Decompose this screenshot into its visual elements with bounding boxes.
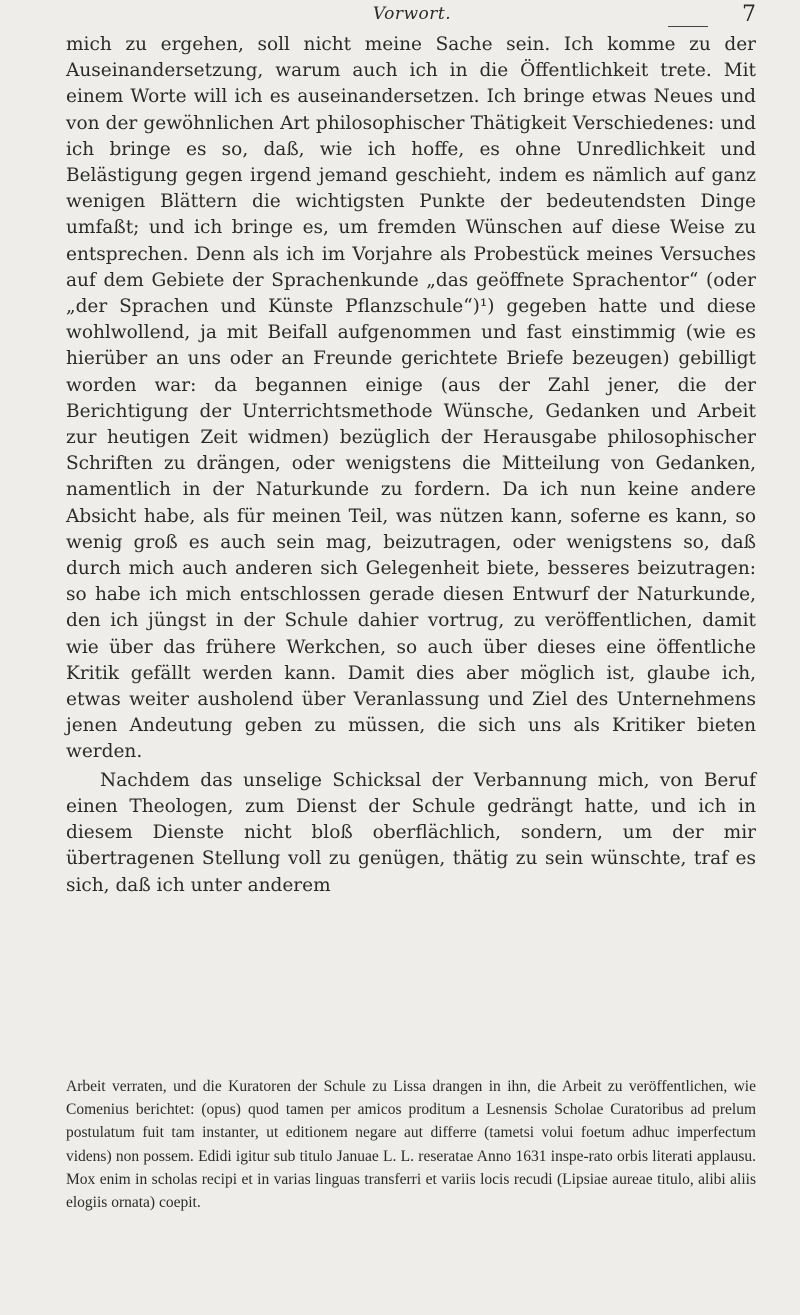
running-head: [62, 2, 762, 27]
paragraph-1: mich zu ergehen, soll nicht meine Sache sein. Ich komme zu der Auseinandersetzung, warum auch ich in die Öffentlichkeit trete. Mit einem Worte will ich es auseinandersetzen. Ich bringe etwas Neues und von der gewöhnlichen Art philosophischer Thätigkeit Verschiedenes: und ich bringe es so, daß, wie ich hoffe, es ohne Unredlichkeit und Belästigung gegen irgend jemand geschieht, indem es nämlich auf ganz wenigen Blättern die wichtigsten Punkte der bedeutendsten Dinge umfaßt; und ich bringe es, um fremden Wünschen auf diese Weise zu entsprechen. Denn als ich im Vorjahre als Probestück meines Versuches auf dem Gebiete der Sprachenkunde „das geöffnete Sprachentor“ (oder „der Sprachen und Künste Pflanzschule“)¹) gegeben hatte und diese wohlwollend, ja mit Beifall aufgenommen und fast einstimmig (wie es hierüber an uns oder an Freunde gerichtete Briefe bezeugen) gebilligt worden war: da begannen einige (aus der Zahl jener, die der Berichtigung der Unterrichtsmethode Wünsche, Gedanken und Arbeit zur heutigen Zeit widmen) bezüglich der Herausgabe philosophischer Schriften zu drängen, oder wenigstens die Mitteilung von Gedanken, namentlich in der Naturkunde zu fordern. Da ich nun keine andere Absicht habe, als für meinen Teil, was nützen kann, soferne es kann, so wenig groß es auch sein mag, beizutragen, oder wenigstens so, daß durch mich auch anderen sich Gelegenheit biete, besseres beizutragen: so habe ich mich entschlossen gerade diesen Entwurf der Naturkunde, den ich jüngst in der Schule dahier vortrug, zu veröffentlichen, damit wie über das frühere Werkchen, so auch über dieses eine öffentliche Kritik gefällt werden kann. Damit dies aber möglich ist, glaube ich, etwas weiter ausholend über Veranlassung und Ziel des Unternehmens jenen Andeutung geben zu müssen, die sich uns als Kritiker bieten werden.: [66, 34, 756, 763]
page-number-rule: [668, 26, 708, 27]
page-number: 7: [742, 2, 756, 27]
main-text: [66, 32, 756, 899]
footnote: Arbeit verraten, und die Kuratoren der Schule zu Lissa drangen in ihn, die Arbeit zu veröffentlichen, wie Comenius berichtet: (opus) quod tamen per amicos proditum a Lesnensis Scholae Curatoribus ad prelum postulatum fuit tam instanter, ut editionem negare aut differre (tametsi volui foetum adhuc imperfectum videns) non possem. Edidi igitur sub titulo Januae L. L. reseratae Anno 1631 inspe-rato orbis literati applausu. Mox enim in scholas recipi et in varias linguas transferri et variis locis recudi (Lipsiae aureae titulo, alibi aliis elogiis ornata) coepit.: [66, 1078, 756, 1212]
running-head-title: Vorwort.: [372, 4, 452, 24]
paragraph-2: Nachdem das unselige Schicksal der Verbannung mich, von Beruf einen Theologen, zum Dienst der Schule gedrängt hatte, und ich in diesem Dienste nicht bloß oberflächlich, sondern, um der mir übertragenen Stellung voll zu genügen, thätig zu sein wünschte, traf es sich, daß ich unter anderem: [66, 769, 756, 896]
